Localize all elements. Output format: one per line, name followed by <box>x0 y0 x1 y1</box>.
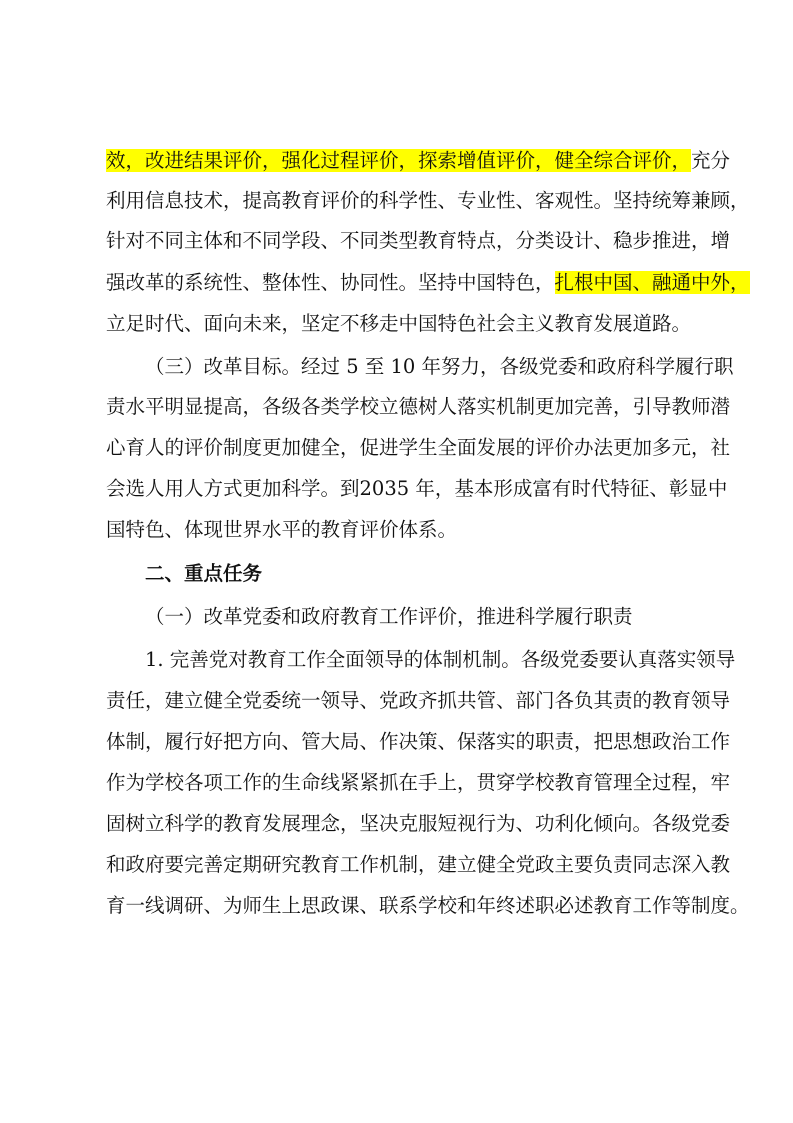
paragraph-line: 责任，建立健全党委统一领导、党政齐抓共管、部门各负其责的教育领导 <box>106 689 731 712</box>
paragraph-line: 1. 完善党对教育工作全面领导的体制机制。各级党委要认真落实领导 <box>145 648 736 671</box>
paragraph-line: 固树立科学的教育发展理念，坚决克服短视行为、功利化倾向。各级党委 <box>106 812 731 835</box>
paragraph-line: 利用信息技术，提高教育评价的科学性、专业性、客观性。坚持统筹兼顾， <box>106 189 750 212</box>
paragraph-line: 会选人用人方式更加科学。到2035 年，基本形成富有时代特征、彰显中 <box>106 477 728 500</box>
section-heading: 二、重点任务 <box>145 562 263 585</box>
paragraph-line: 立足时代、面向未来，坚定不移走中国特色社会主义教育发展道路。 <box>106 312 692 335</box>
paragraph-line: 育一线调研、为师生上思政课、联系学校和年终述职必述教育工作等制度。 <box>106 894 750 917</box>
paragraph-line: 国特色、体现世界水平的教育评价体系。 <box>106 518 458 541</box>
text-run: 强改革的系统性、整体性、协同性。坚持中国特色， <box>106 271 555 294</box>
text-run: 充分 <box>691 149 731 172</box>
subsection-heading: （一）改革党委和政府教育工作评价，推进科学履行职责 <box>145 605 633 628</box>
highlighted-text: 扎根中国、融通中外， <box>554 271 750 294</box>
highlighted-text: 效，改进结果评价，强化过程评价，探索增值评价，健全综合评价， <box>106 149 692 172</box>
paragraph-line: 作为学校各项工作的生命线紧紧抓在手上，贯穿学校教育管理全过程，牢 <box>106 771 731 794</box>
paragraph-line <box>106 268 750 298</box>
paragraph-line: 责水平明显提高，各级各类学校立德树人落实机制更加完善，引导教师潜 <box>106 395 731 418</box>
paragraph-line: 体制，履行好把方向、管大局、作决策、保落实的职责，把思想政治工作 <box>106 730 731 753</box>
paragraph-line: 和政府要完善定期研究教育工作机制，建立健全党政主要负责同志深入教 <box>106 853 731 876</box>
paragraph-line <box>106 146 731 176</box>
paragraph-line: 针对不同主体和不同学段、不同类型教育特点，分类设计、稳步推进，增 <box>106 229 731 252</box>
paragraph-line: （三）改革目标。经过 5 至 10 年努力，各级党委和政府科学履行职 <box>145 355 734 378</box>
paragraph-line: 心育人的评价制度更加健全，促进学生全面发展的评价办法更加多元，社 <box>106 436 731 459</box>
